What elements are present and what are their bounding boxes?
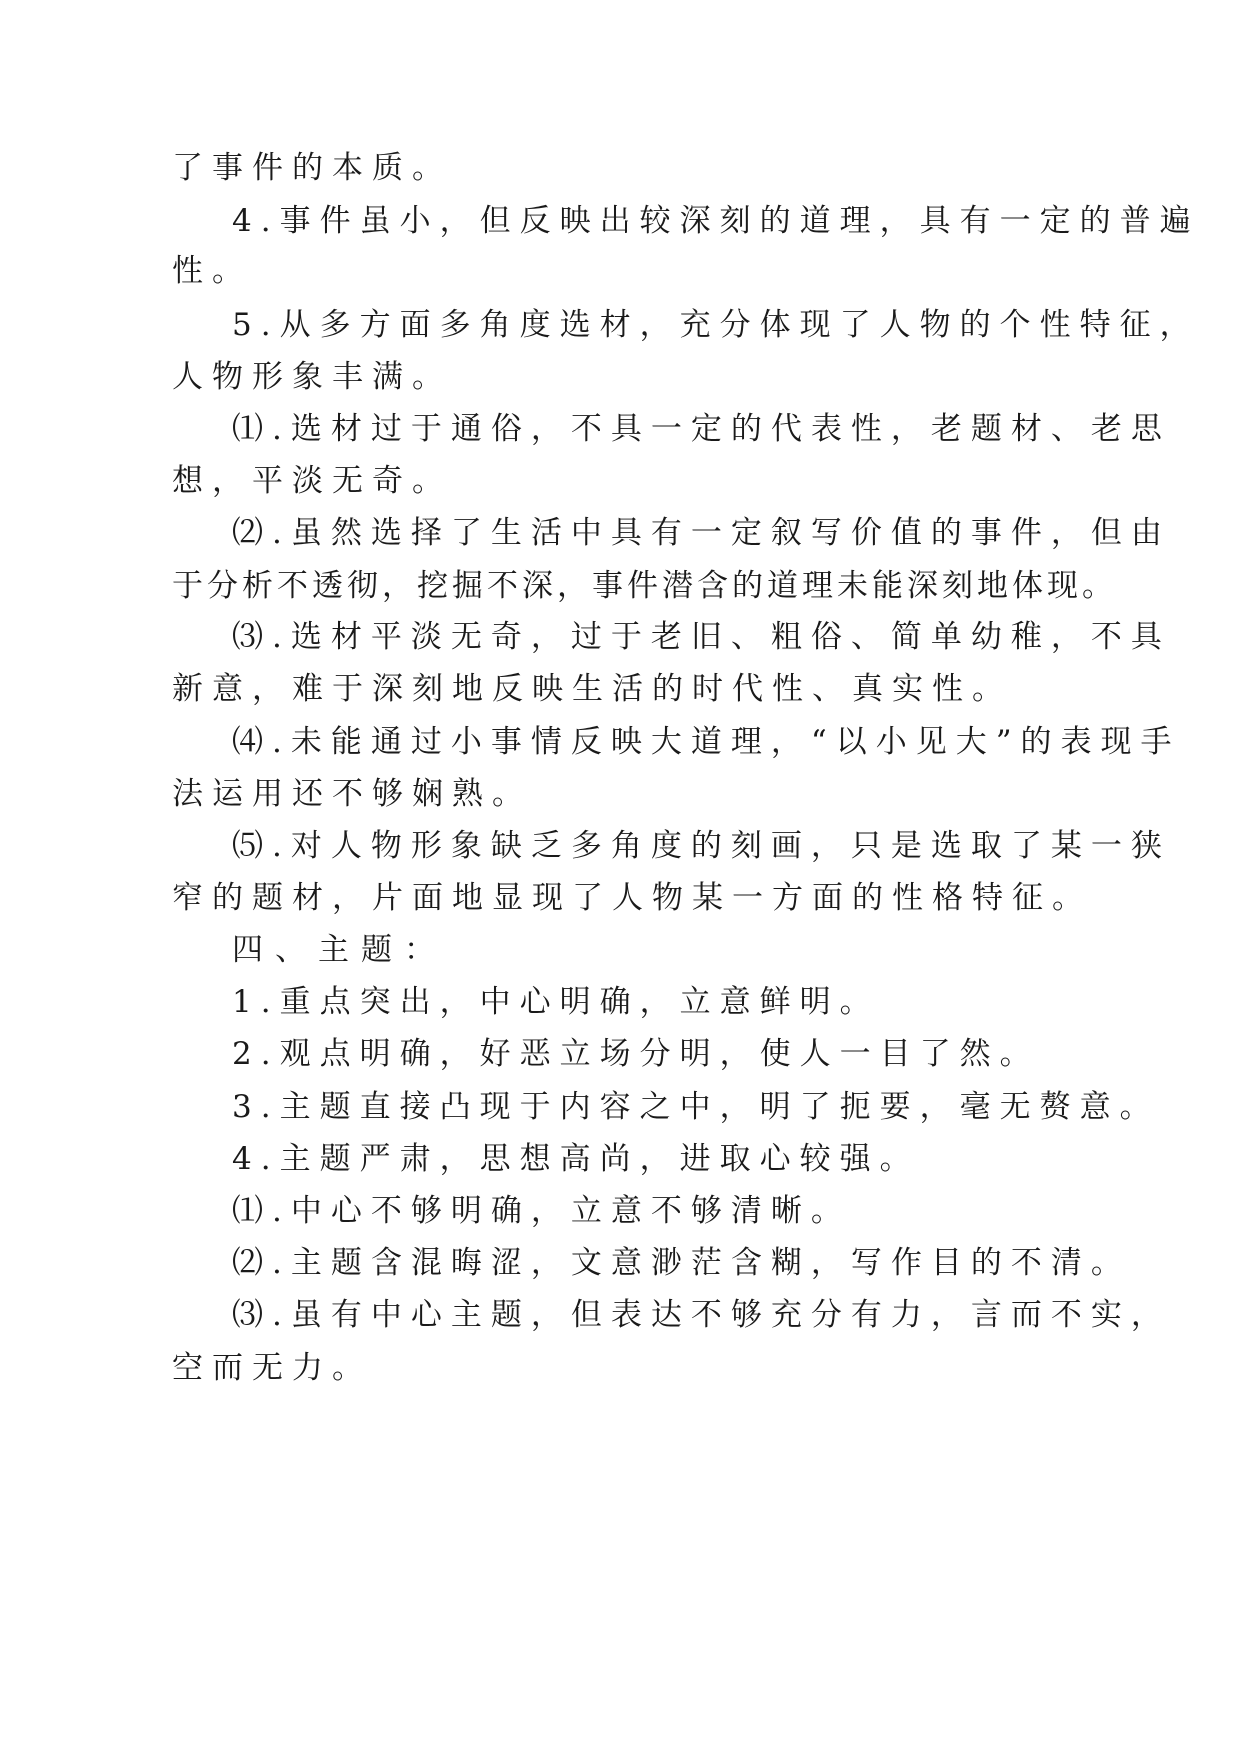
text-line: 窄的题材，片面地显现了人物某一方面的性格特征。: [172, 880, 1092, 916]
text-line: 1.重点突出，中心明确，立意鲜明。: [232, 984, 880, 1020]
text-line: ⑸.对人物形象缺乏多角度的刻画，只是选取了某一狭: [232, 828, 1171, 864]
text-line: 了事件的本质。: [172, 150, 452, 186]
text-line: 5.从多方面多角度选材，充分体现了人物的个性特征，: [232, 307, 1200, 343]
text-line: 性。: [172, 253, 252, 289]
text-line: 于分析不透彻，挖掘不深，事件潜含的道理未能深刻地体现。: [172, 568, 1117, 604]
text-line: 3.主题直接凸现于内容之中，明了扼要，毫无赘意。: [232, 1089, 1160, 1125]
text-line: 4.事件虽小，但反映出较深刻的道理，具有一定的普遍: [232, 203, 1200, 239]
text-line: 想，平淡无奇。: [172, 463, 452, 499]
text-line: ⑴.选材过于通俗，不具一定的代表性，老题材、老思: [232, 411, 1171, 447]
text-line: ⑶.选材平淡无奇，过于老旧、粗俗、简单幼稚，不具: [232, 619, 1171, 655]
section-heading: 四、主题：: [232, 932, 447, 968]
text-line: 新意，难于深刻地反映生活的时代性、真实性。: [172, 671, 1012, 707]
text-line: 4.主题严肃，思想高尚，进取心较强。: [232, 1141, 920, 1177]
text-line: ⑵.虽然选择了生活中具有一定叙写价值的事件，但由: [232, 515, 1171, 551]
text-line: 2.观点明确，好恶立场分明，使人一目了然。: [232, 1036, 1040, 1072]
text-line: ⑵.主题含混晦涩，文意渺茫含糊，写作目的不清。: [232, 1245, 1131, 1281]
text-line: ⑶.虽有中心主题，但表达不够充分有力，言而不实，: [232, 1297, 1171, 1333]
text-line: ⑴.中心不够明确，立意不够清晰。: [232, 1193, 851, 1229]
text-line: 人物形象丰满。: [172, 359, 452, 395]
text-line: 法运用还不够娴熟。: [172, 776, 532, 812]
text-line: 空而无力。: [172, 1350, 372, 1386]
text-line: ⑷.未能通过小事情反映大道理，“以小见大”的表现手: [232, 724, 1181, 760]
